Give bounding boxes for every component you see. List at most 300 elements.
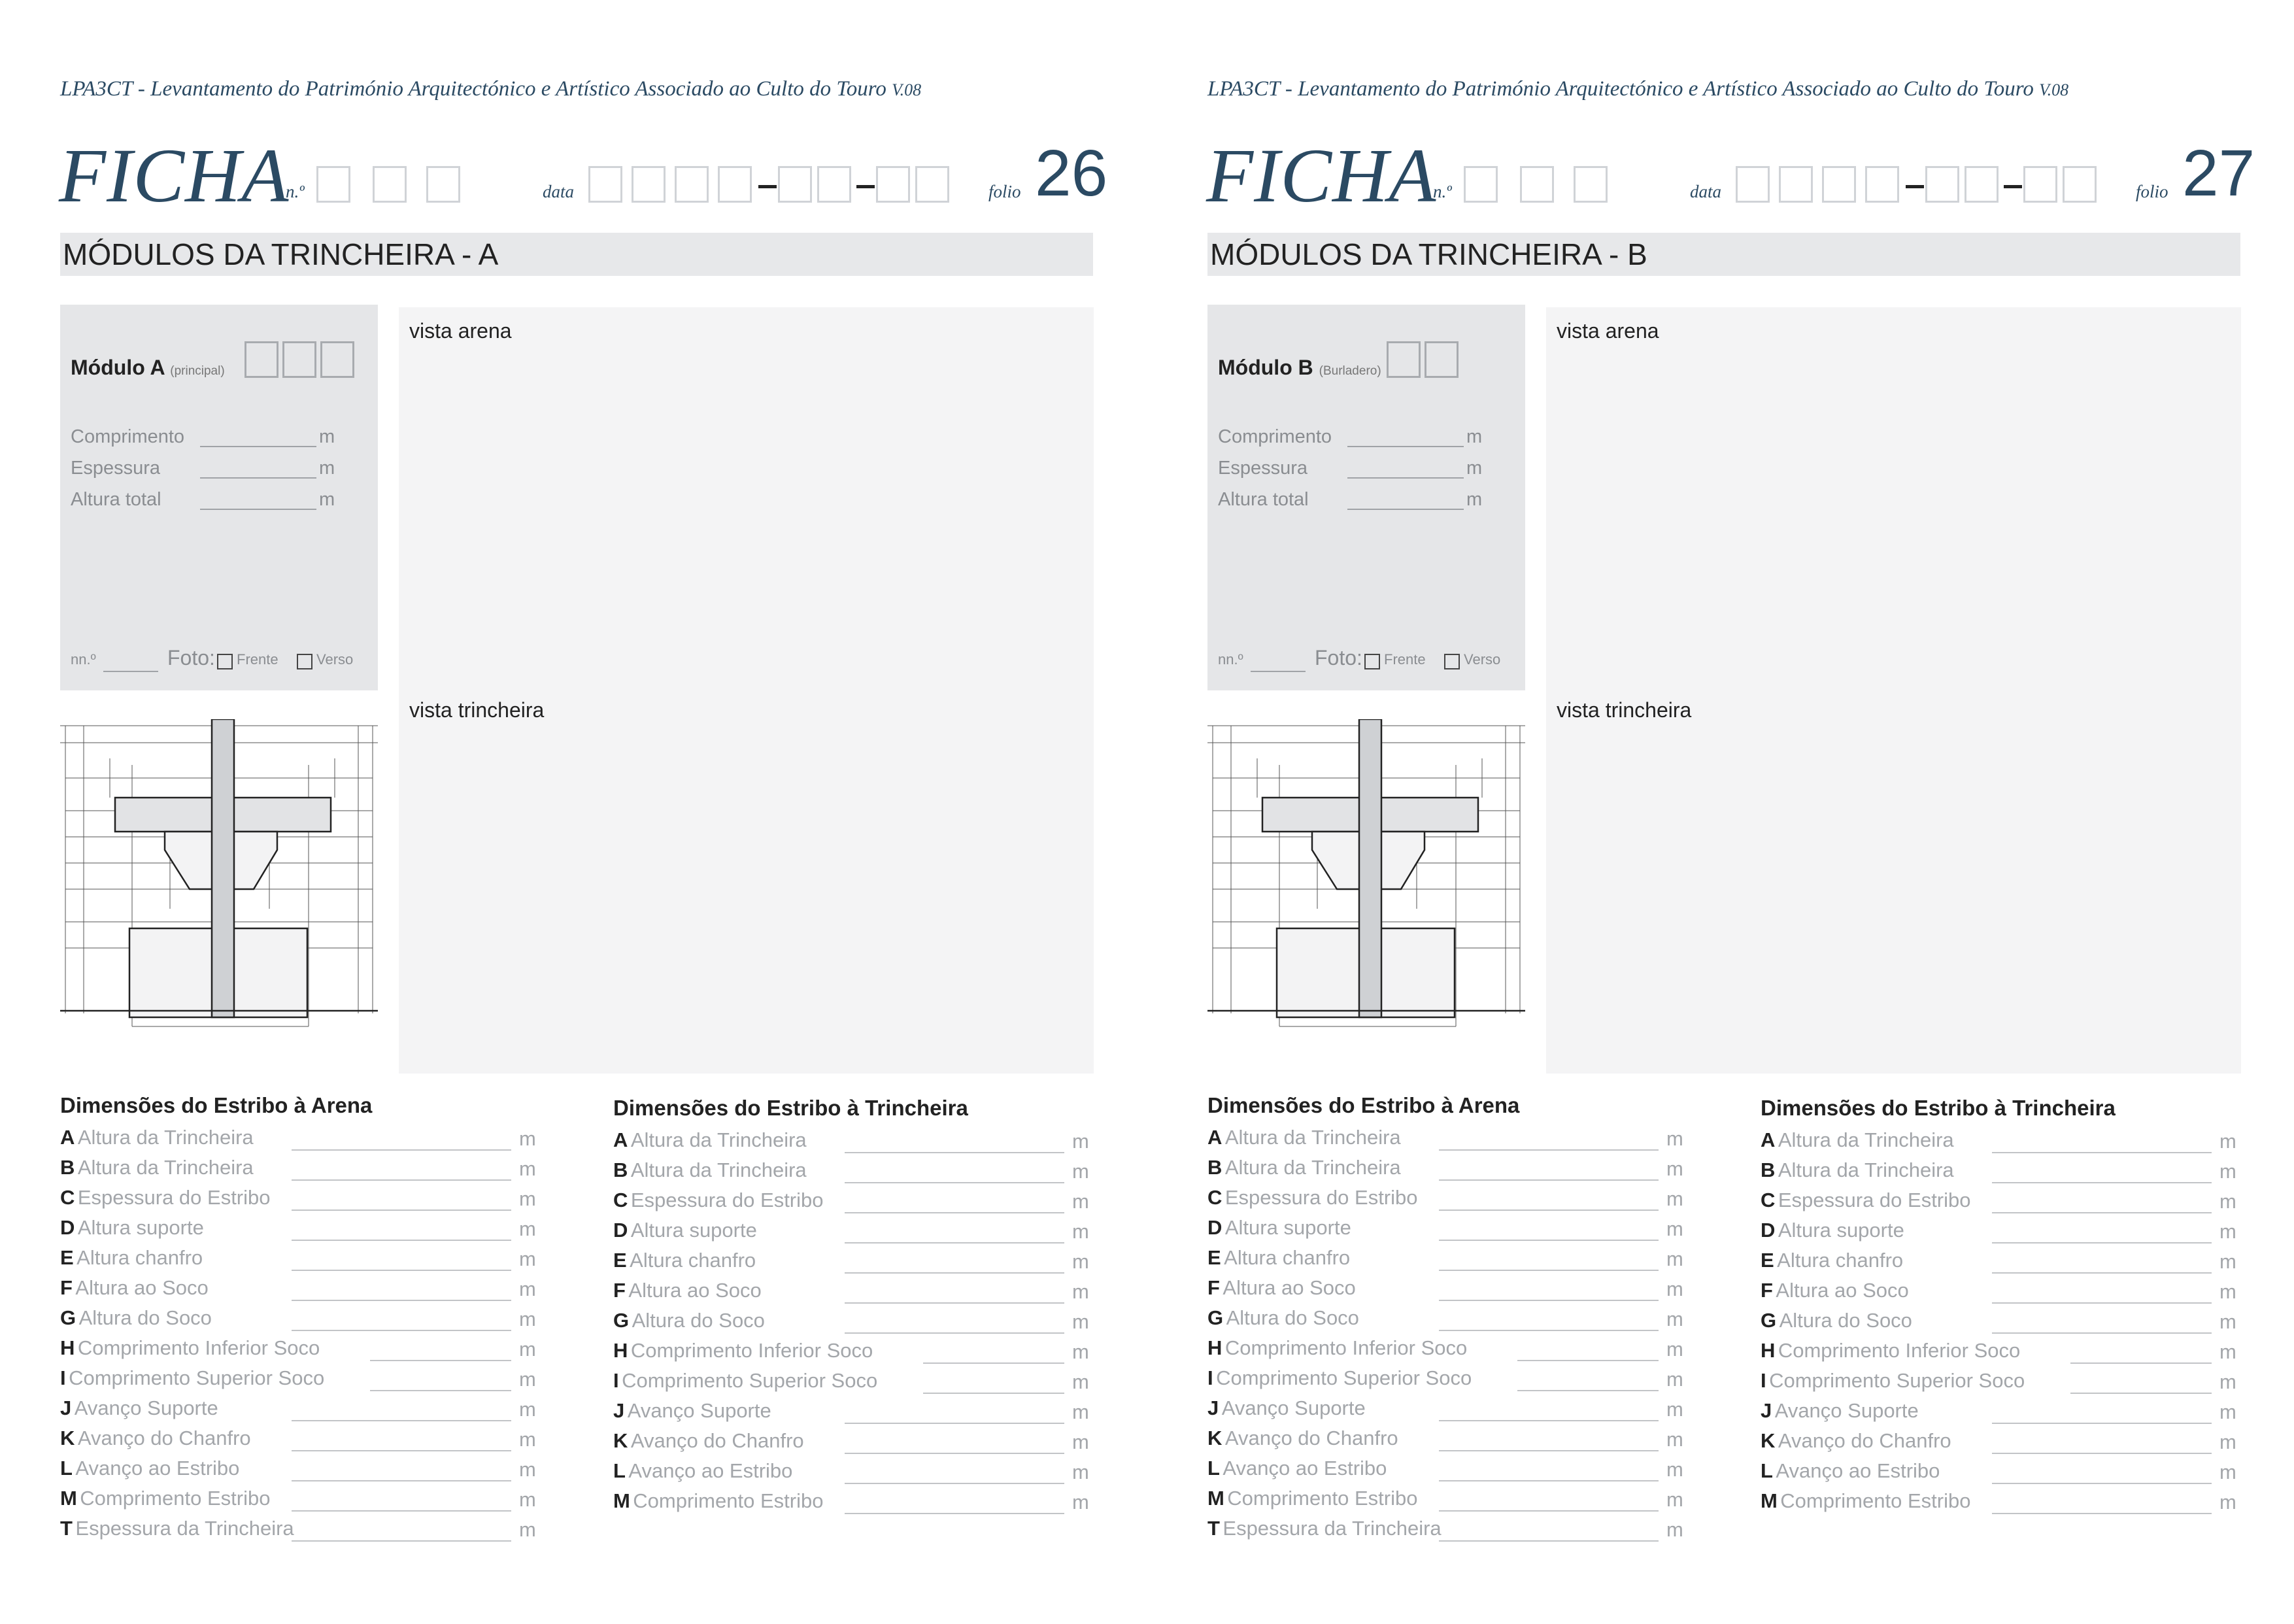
nn-label: nn.º xyxy=(71,651,96,668)
stirrup-section-drawing xyxy=(60,719,378,1033)
dimension-label: Avanço ao Estribo xyxy=(75,1457,240,1480)
ficha-number-box[interactable] xyxy=(1464,166,1498,203)
dimension-label: Altura da Trincheira xyxy=(630,1128,807,1151)
dimension-label: Altura ao Soco xyxy=(1776,1279,1909,1302)
view-area[interactable] xyxy=(1546,307,2241,1074)
dimension-unit: m xyxy=(1666,1247,1683,1270)
stirrup-section-drawing xyxy=(1207,719,1525,1033)
dimension-value-field[interactable] xyxy=(292,1480,511,1481)
dimension-letter: A xyxy=(1761,1128,1776,1151)
date-box[interactable] xyxy=(718,166,752,203)
total-height-unit: m xyxy=(1466,489,1483,510)
folio-label: folio xyxy=(2136,182,2168,201)
dimension-letter: L xyxy=(1207,1457,1220,1480)
dimension-label: Avanço do Chanfro xyxy=(77,1427,251,1449)
dimension-letter: H xyxy=(60,1336,75,1359)
ficha-number-box[interactable] xyxy=(373,166,407,203)
dimension-value-field[interactable] xyxy=(1439,1540,1659,1542)
dimension-unit: m xyxy=(519,1518,536,1541)
dimension-label: Espessura da Trincheira xyxy=(75,1517,294,1540)
dimension-value-field[interactable] xyxy=(1439,1300,1659,1301)
dimension-row xyxy=(60,1276,536,1306)
ficha-title: FICHA xyxy=(1206,133,1437,218)
dimension-row xyxy=(60,1216,536,1246)
dimension-row xyxy=(60,1366,536,1396)
dimension-letter: C xyxy=(60,1186,75,1209)
date-box[interactable] xyxy=(675,166,709,203)
dimension-value-field[interactable] xyxy=(1992,1423,2212,1424)
dimension-value-field[interactable] xyxy=(292,1240,511,1241)
dimension-letter: I xyxy=(613,1369,619,1392)
dimension-row xyxy=(613,1369,1089,1399)
dimension-value-field[interactable] xyxy=(1439,1420,1659,1421)
dimension-value-field[interactable] xyxy=(1439,1149,1659,1151)
frente-checkbox[interactable] xyxy=(1364,654,1380,669)
date-box[interactable] xyxy=(1925,166,1959,203)
dimension-value-field[interactable] xyxy=(1992,1152,2212,1153)
verso-label: Verso xyxy=(1464,651,1501,668)
dimension-label: Altura do Soco xyxy=(1226,1306,1359,1329)
dimension-value-field[interactable] xyxy=(1439,1330,1659,1331)
dimension-value-field[interactable] xyxy=(292,1330,511,1331)
foto-label: Foto: xyxy=(167,646,215,669)
dimension-value-field[interactable] xyxy=(1992,1212,2212,1213)
dimension-unit: m xyxy=(1666,1518,1683,1541)
view-trincheira-label: vista trincheira xyxy=(1557,698,1692,722)
date-box[interactable] xyxy=(876,166,910,203)
dimension-row xyxy=(1761,1128,2236,1159)
nn-field[interactable] xyxy=(103,671,158,672)
dimension-row xyxy=(613,1489,1089,1519)
dimension-row xyxy=(60,1246,536,1276)
dimension-letter: K xyxy=(1207,1427,1223,1449)
dimension-letter: H xyxy=(1207,1336,1223,1359)
dimension-letter: G xyxy=(1207,1306,1224,1329)
dimension-label: Comprimento Inferior Soco xyxy=(1778,1339,2021,1362)
dimension-unit: m xyxy=(2219,1160,2236,1183)
dimension-value-field[interactable] xyxy=(1439,1480,1659,1481)
dimension-unit: m xyxy=(1072,1461,1089,1483)
dimension-unit: m xyxy=(1666,1338,1683,1361)
dimension-value-field[interactable] xyxy=(1992,1302,2212,1304)
dimension-unit: m xyxy=(1072,1190,1089,1213)
dimension-label: Altura do Soco xyxy=(78,1306,212,1329)
dimension-unit: m xyxy=(1072,1310,1089,1333)
dimension-letter: L xyxy=(1761,1459,1773,1482)
dimension-unit: m xyxy=(2219,1250,2236,1273)
thickness-field[interactable] xyxy=(200,477,316,479)
ficha-number-box[interactable] xyxy=(1574,166,1608,203)
dimension-value-field[interactable] xyxy=(1439,1270,1659,1271)
dimension-letter: A xyxy=(613,1128,628,1151)
dimension-value-field[interactable] xyxy=(292,1210,511,1211)
dimension-letter: H xyxy=(1761,1339,1776,1362)
dimension-value-field[interactable] xyxy=(2070,1362,2212,1364)
dimension-label: Avanço Suporte xyxy=(627,1399,771,1422)
dimension-row xyxy=(1761,1279,2236,1309)
date-box[interactable] xyxy=(1779,166,1813,203)
dimension-unit: m xyxy=(2219,1430,2236,1453)
date-box[interactable] xyxy=(2063,166,2097,203)
dimension-unit: m xyxy=(1666,1308,1683,1330)
dimension-label: Avanço do Chanfro xyxy=(1224,1427,1398,1449)
dimension-value-field[interactable] xyxy=(1992,1242,2212,1243)
ficha-number-box[interactable] xyxy=(1520,166,1554,203)
section-header xyxy=(60,233,1093,276)
dimension-letter: F xyxy=(60,1276,73,1299)
dimension-unit: m xyxy=(1072,1280,1089,1303)
dimension-value-field[interactable] xyxy=(923,1393,1064,1394)
dimension-label: Altura da Trincheira xyxy=(77,1126,254,1149)
dimension-letter: I xyxy=(1207,1366,1213,1389)
dimension-letter: M xyxy=(613,1489,630,1512)
ficha-title: FICHA xyxy=(59,133,290,218)
dimension-label: Altura ao Soco xyxy=(75,1276,209,1299)
dimension-value-field[interactable] xyxy=(292,1420,511,1421)
dimension-letter: B xyxy=(1761,1159,1776,1181)
dimension-unit: m xyxy=(519,1157,536,1180)
form-page xyxy=(1147,0,2294,1624)
dims-trincheira-heading: Dimensões do Estribo à Trincheira xyxy=(613,1096,968,1120)
dimension-unit: m xyxy=(2219,1370,2236,1393)
date-separator xyxy=(2004,185,2022,188)
dimension-value-field[interactable] xyxy=(845,1242,1064,1243)
dimension-label: Avanço Suporte xyxy=(1774,1399,1919,1422)
dimension-value-field[interactable] xyxy=(1992,1182,2212,1183)
foto-label: Foto: xyxy=(1315,646,1362,669)
dimension-unit: m xyxy=(1666,1428,1683,1451)
dimension-row xyxy=(613,1459,1089,1489)
view-area[interactable] xyxy=(399,307,1094,1074)
dimension-row xyxy=(1207,1336,1683,1366)
section-title: MÓDULOS DA TRINCHEIRA - A xyxy=(63,237,499,271)
dimension-row xyxy=(60,1427,536,1457)
dimension-value-field[interactable] xyxy=(845,1212,1064,1213)
dimension-row xyxy=(60,1487,536,1517)
dimension-label: Espessura da Trincheira xyxy=(1223,1517,1442,1540)
document-title: LPA3CT - Levantamento do Património Arquitectónico e Artístico Associado ao Culto do Touro xyxy=(60,77,886,101)
dimension-unit: m xyxy=(519,1187,536,1210)
dimension-letter: D xyxy=(613,1219,628,1242)
module-subtitle: (Burladero) xyxy=(1319,364,1381,378)
dimension-letter: J xyxy=(613,1399,625,1422)
dimension-letter: D xyxy=(1207,1216,1223,1239)
dimension-row xyxy=(1761,1189,2236,1219)
dimension-letter: T xyxy=(60,1517,73,1540)
dimension-letter: E xyxy=(613,1249,627,1272)
module-number-box[interactable] xyxy=(282,341,316,378)
dimension-letter: C xyxy=(613,1189,628,1211)
module-subtitle: (principal) xyxy=(170,364,225,378)
dimension-value-field[interactable] xyxy=(1992,1483,2212,1484)
dimension-label: Comprimento Superior Soco xyxy=(622,1369,878,1392)
dimension-row xyxy=(60,1396,536,1427)
dimension-row xyxy=(1761,1369,2236,1399)
dimension-value-field[interactable] xyxy=(292,1270,511,1271)
dimension-value-field[interactable] xyxy=(1992,1513,2212,1514)
dimension-row xyxy=(613,1249,1089,1279)
nn-field[interactable] xyxy=(1251,671,1306,672)
date-separator xyxy=(856,185,875,188)
dimension-unit: m xyxy=(1666,1458,1683,1481)
dimension-row xyxy=(613,1429,1089,1459)
module-panel xyxy=(1207,305,1525,690)
folio-number: 26 xyxy=(1035,137,1108,210)
dimension-value-field[interactable] xyxy=(845,1423,1064,1424)
document-header xyxy=(1207,77,2068,101)
dimension-letter: L xyxy=(60,1457,73,1480)
nn-label: nn.º xyxy=(1218,651,1243,668)
dimension-unit: m xyxy=(2219,1400,2236,1423)
dimension-label: Altura ao Soco xyxy=(628,1279,762,1302)
dimension-unit: m xyxy=(519,1247,536,1270)
dimension-letter: M xyxy=(1207,1487,1224,1510)
dimension-letter: G xyxy=(60,1306,76,1329)
dimension-value-field[interactable] xyxy=(292,1540,511,1542)
module-number-box[interactable] xyxy=(1387,341,1421,378)
dimension-value-field[interactable] xyxy=(1439,1510,1659,1512)
dimension-value-field[interactable] xyxy=(1517,1390,1659,1391)
dimension-unit: m xyxy=(519,1277,536,1300)
length-field[interactable] xyxy=(200,446,316,447)
dimension-unit: m xyxy=(2219,1340,2236,1363)
ficha-number-box[interactable] xyxy=(426,166,460,203)
dimension-row xyxy=(613,1159,1089,1189)
module-panel xyxy=(60,305,378,690)
date-box[interactable] xyxy=(1865,166,1899,203)
dimension-value-field[interactable] xyxy=(1992,1453,2212,1454)
thickness-field[interactable] xyxy=(1347,477,1464,479)
folio-number: 27 xyxy=(2182,137,2255,210)
dimension-row xyxy=(1761,1429,2236,1459)
verso-checkbox[interactable] xyxy=(297,654,312,669)
dimension-letter: J xyxy=(60,1396,72,1419)
dimension-unit: m xyxy=(1072,1400,1089,1423)
dimension-row xyxy=(1207,1276,1683,1306)
dimension-row xyxy=(1207,1246,1683,1276)
dimension-letter: K xyxy=(613,1429,628,1452)
dimension-label: Comprimento Inferior Soco xyxy=(77,1336,320,1359)
dimension-value-field[interactable] xyxy=(370,1390,511,1391)
module-number-box[interactable] xyxy=(245,341,278,378)
dimension-label: Espessura do Estribo xyxy=(1224,1186,1418,1209)
verso-label: Verso xyxy=(316,651,354,668)
dimension-value-field[interactable] xyxy=(370,1360,511,1361)
date-box[interactable] xyxy=(588,166,622,203)
dimension-value-field[interactable] xyxy=(845,1483,1064,1484)
dimension-unit: m xyxy=(519,1458,536,1481)
module-title xyxy=(71,356,225,380)
dimension-value-field[interactable] xyxy=(292,1149,511,1151)
dimension-value-field[interactable] xyxy=(845,1332,1064,1334)
dimension-label: Altura da Trincheira xyxy=(1778,1128,1954,1151)
dimension-unit: m xyxy=(1072,1491,1089,1514)
section-header xyxy=(1207,233,2240,276)
total-height-field[interactable] xyxy=(1347,509,1464,510)
dimension-label: Espessura do Estribo xyxy=(77,1186,271,1209)
dimension-unit: m xyxy=(519,1428,536,1451)
length-label: Comprimento xyxy=(1218,426,1332,447)
dimension-letter: G xyxy=(1761,1309,1777,1332)
verso-checkbox[interactable] xyxy=(1444,654,1460,669)
document-version: V.08 xyxy=(2039,80,2069,99)
total-height-field[interactable] xyxy=(200,509,316,510)
date-separator xyxy=(758,185,777,188)
document-title: LPA3CT - Levantamento do Património Arquitectónico e Artístico Associado ao Culto do Touro xyxy=(1207,77,2034,101)
dimension-letter: I xyxy=(1761,1369,1766,1392)
dimension-letter: B xyxy=(613,1159,628,1181)
dimension-letter: M xyxy=(60,1487,77,1510)
dimension-label: Altura suporte xyxy=(1224,1216,1351,1239)
dimension-label: Comprimento Estribo xyxy=(1780,1489,1971,1512)
folio-label: folio xyxy=(988,182,1021,201)
dimension-label: Altura do Soco xyxy=(1779,1309,1912,1332)
dimension-value-field[interactable] xyxy=(292,1179,511,1181)
dimension-row xyxy=(60,1306,536,1336)
dimension-row xyxy=(60,1457,536,1487)
dims-trincheira-heading: Dimensões do Estribo à Trincheira xyxy=(1761,1096,2116,1120)
dimension-value-field[interactable] xyxy=(292,1510,511,1512)
dims-arena-heading: Dimensões do Estribo à Arena xyxy=(60,1093,373,1117)
module-number-box[interactable] xyxy=(1425,341,1459,378)
date-box[interactable] xyxy=(1736,166,1770,203)
dimension-label: Comprimento Superior Soco xyxy=(1216,1366,1472,1389)
dimension-value-field[interactable] xyxy=(1992,1332,2212,1334)
dimension-row xyxy=(1207,1396,1683,1427)
dimension-unit: m xyxy=(519,1398,536,1421)
dimension-row xyxy=(613,1219,1089,1249)
dimension-row xyxy=(1207,1126,1683,1156)
dimension-letter: C xyxy=(1761,1189,1776,1211)
dimension-value-field[interactable] xyxy=(845,1152,1064,1153)
number-label: n.º xyxy=(286,182,305,201)
dimension-value-field[interactable] xyxy=(923,1362,1064,1364)
frente-label: Frente xyxy=(237,651,278,668)
dimension-row xyxy=(1207,1366,1683,1396)
dimension-row xyxy=(1207,1306,1683,1336)
view-arena-label: vista arena xyxy=(1557,319,1659,343)
dimension-unit: m xyxy=(1666,1127,1683,1150)
dimension-row xyxy=(1761,1489,2236,1519)
dimension-row xyxy=(60,1126,536,1156)
date-box[interactable] xyxy=(817,166,851,203)
dimension-letter: E xyxy=(1207,1246,1221,1269)
dimension-row xyxy=(1207,1487,1683,1517)
dimension-unit: m xyxy=(2219,1280,2236,1303)
dimension-value-field[interactable] xyxy=(845,1182,1064,1183)
dimension-unit: m xyxy=(1666,1187,1683,1210)
date-box[interactable] xyxy=(778,166,812,203)
date-box[interactable] xyxy=(915,166,949,203)
dimension-unit: m xyxy=(1072,1130,1089,1153)
dimension-row xyxy=(613,1279,1089,1309)
dimension-row xyxy=(1207,1156,1683,1186)
dimension-label: Espessura do Estribo xyxy=(1778,1189,1971,1211)
dimension-row xyxy=(1207,1457,1683,1487)
dimension-unit: m xyxy=(1072,1220,1089,1243)
dimension-unit: m xyxy=(2219,1491,2236,1514)
dimension-value-field[interactable] xyxy=(845,1513,1064,1514)
dimension-letter: B xyxy=(60,1156,75,1179)
dimension-label: Espessura do Estribo xyxy=(630,1189,824,1211)
dimension-row xyxy=(613,1339,1089,1369)
dimension-value-field[interactable] xyxy=(845,1272,1064,1274)
dimension-value-field[interactable] xyxy=(845,1453,1064,1454)
module-number-box[interactable] xyxy=(320,341,354,378)
dimension-row xyxy=(60,1336,536,1366)
dimension-value-field[interactable] xyxy=(845,1302,1064,1304)
dimension-value-field[interactable] xyxy=(1439,1240,1659,1241)
date-box[interactable] xyxy=(1822,166,1856,203)
dimension-label: Altura suporte xyxy=(630,1219,757,1242)
dimension-row xyxy=(1207,1186,1683,1216)
dimension-value-field[interactable] xyxy=(2070,1393,2212,1394)
date-separator xyxy=(1906,185,1924,188)
date-box[interactable] xyxy=(632,166,666,203)
dimension-letter: D xyxy=(60,1216,75,1239)
dimension-label: Altura chanfro xyxy=(630,1249,756,1272)
dimension-row xyxy=(1207,1517,1683,1547)
dimension-letter: E xyxy=(60,1246,74,1269)
total-height-unit: m xyxy=(319,489,335,510)
dimension-row xyxy=(613,1399,1089,1429)
dimension-unit: m xyxy=(1072,1370,1089,1393)
dimension-value-field[interactable] xyxy=(292,1450,511,1451)
dimension-row xyxy=(1761,1399,2236,1429)
dimension-value-field[interactable] xyxy=(292,1300,511,1301)
length-unit: m xyxy=(319,426,335,447)
view-arena-label: vista arena xyxy=(409,319,512,343)
dimension-row xyxy=(60,1517,536,1547)
dimension-letter: A xyxy=(1207,1126,1223,1149)
dims-arena-heading: Dimensões do Estribo à Arena xyxy=(1207,1093,1520,1117)
dimension-value-field[interactable] xyxy=(1439,1450,1659,1451)
dimension-unit: m xyxy=(2219,1220,2236,1243)
dimension-label: Altura da Trincheira xyxy=(77,1156,254,1179)
dimension-row xyxy=(1761,1339,2236,1369)
dimension-label: Avanço Suporte xyxy=(74,1396,218,1419)
dimension-value-field[interactable] xyxy=(1439,1179,1659,1181)
dimension-letter: M xyxy=(1761,1489,1778,1512)
date-box[interactable] xyxy=(1965,166,1999,203)
dimension-unit: m xyxy=(1666,1157,1683,1180)
length-label: Comprimento xyxy=(71,426,185,447)
frente-checkbox[interactable] xyxy=(217,654,233,669)
thickness-unit: m xyxy=(319,458,335,479)
dimension-value-field[interactable] xyxy=(1439,1210,1659,1211)
dimension-label: Altura chanfro xyxy=(1777,1249,1904,1272)
dimension-row xyxy=(613,1309,1089,1339)
dimension-unit: m xyxy=(1072,1430,1089,1453)
dimension-value-field[interactable] xyxy=(1992,1272,2212,1274)
total-height-label: Altura total xyxy=(1218,489,1309,510)
length-field[interactable] xyxy=(1347,446,1464,447)
total-height-label: Altura total xyxy=(71,489,161,510)
dimension-letter: C xyxy=(1207,1186,1223,1209)
dimension-label: Altura chanfro xyxy=(1224,1246,1351,1269)
date-box[interactable] xyxy=(2023,166,2057,203)
thickness-unit: m xyxy=(1466,458,1483,479)
dimension-unit: m xyxy=(519,1127,536,1150)
dimension-unit: m xyxy=(2219,1310,2236,1333)
dimension-label: Avanço do Chanfro xyxy=(630,1429,804,1452)
dimension-letter: H xyxy=(613,1339,628,1362)
dimension-label: Altura da Trincheira xyxy=(1224,1156,1401,1179)
ficha-number-box[interactable] xyxy=(316,166,350,203)
dimension-unit: m xyxy=(519,1308,536,1330)
dimension-unit: m xyxy=(1072,1250,1089,1273)
dimension-value-field[interactable] xyxy=(1517,1360,1659,1361)
